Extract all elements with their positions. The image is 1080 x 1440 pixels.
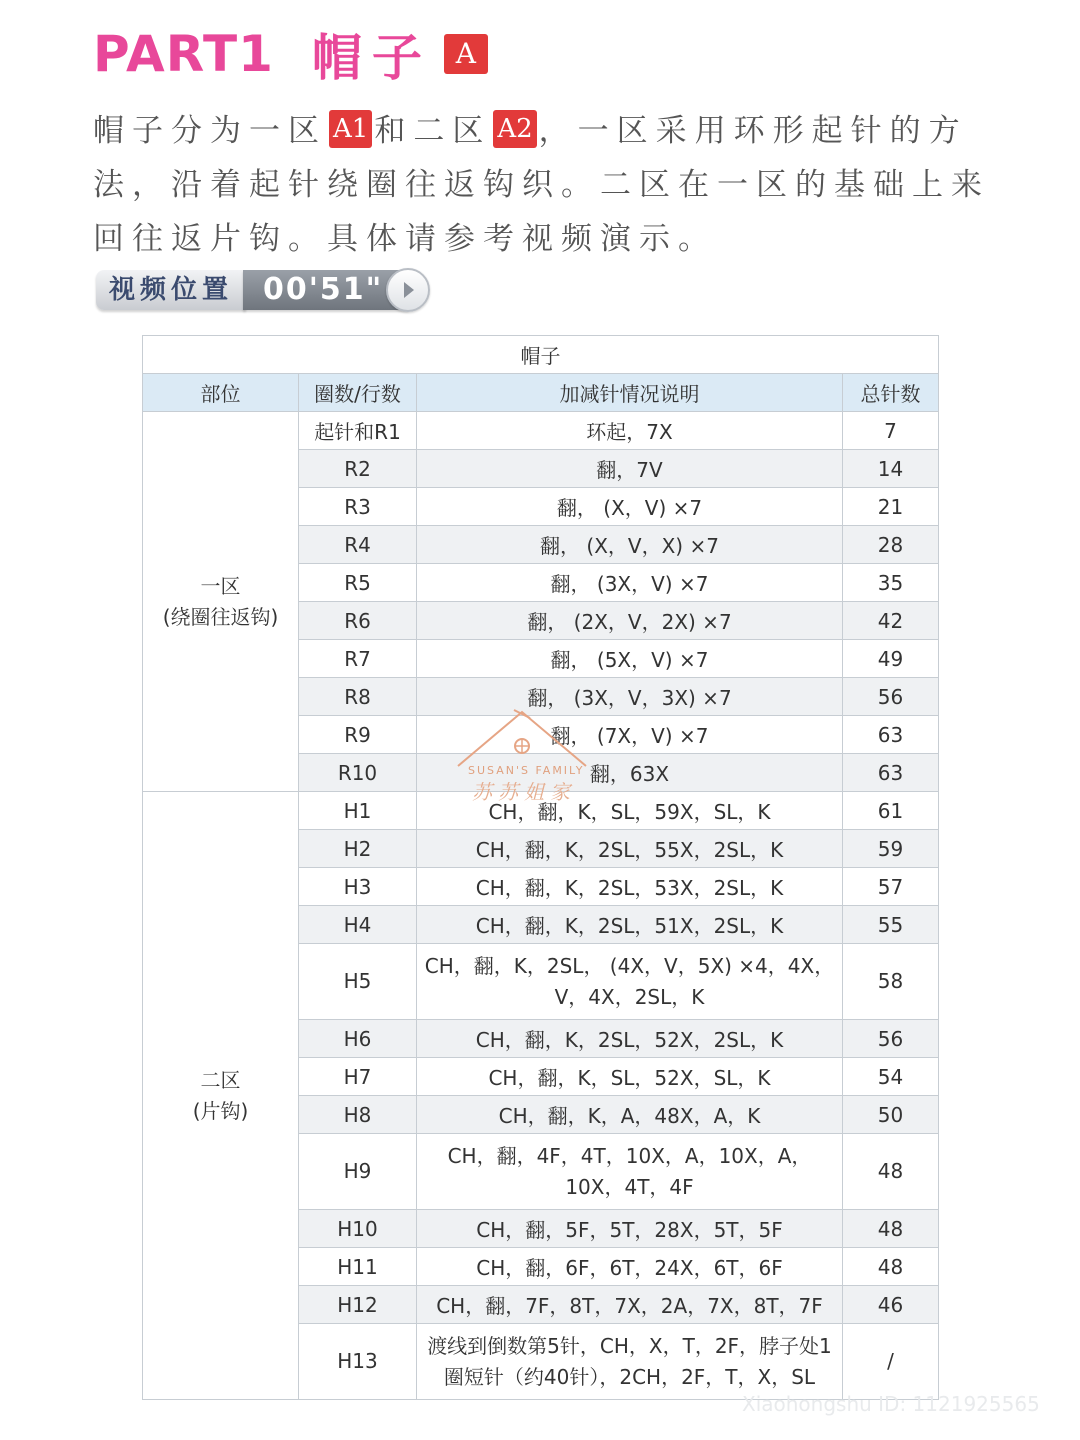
- section-2-cell: [143, 792, 299, 1400]
- row-label: R4: [299, 526, 417, 564]
- row-label: R2: [299, 450, 417, 488]
- row-label: R6: [299, 602, 417, 640]
- pattern-table: [142, 335, 939, 1400]
- row-instruction: 翻， (2X，V，2X) ×7: [417, 602, 843, 640]
- row-total: 50: [843, 1096, 939, 1134]
- row-total: 63: [843, 716, 939, 754]
- row-total: 42: [843, 602, 939, 640]
- row-label: H6: [299, 1020, 417, 1058]
- table-header-row: [143, 374, 939, 412]
- row-label: H9: [299, 1134, 417, 1210]
- title-badge: A: [444, 34, 488, 74]
- tag-a1: A1: [329, 110, 372, 148]
- tag-a2: A2: [493, 110, 536, 148]
- row-instruction: 翻， (7X，V) ×7: [417, 716, 843, 754]
- xiaohongshu-id: Xiaohongshu ID: 1121925565: [742, 1392, 1040, 1416]
- row-total: 59: [843, 830, 939, 868]
- row-total: 61: [843, 792, 939, 830]
- row-label: H5: [299, 944, 417, 1020]
- section-1-cell: [143, 412, 299, 792]
- row-instruction: CH，翻，5F，5T，28X，5T，5F: [417, 1210, 843, 1248]
- desc-text-2: 和二区: [374, 113, 492, 149]
- table-caption-row: [143, 336, 939, 374]
- row-label: H4: [299, 906, 417, 944]
- row-total: 56: [843, 1020, 939, 1058]
- row-instruction: 渡线到倒数第5针，CH，X，T，2F，脖子处1圈短针（约40针），2CH，2F，T，X，SL: [417, 1324, 843, 1400]
- header-instructions: 加减针情况说明: [417, 374, 843, 412]
- row-total: 21: [843, 488, 939, 526]
- row-instruction: 翻， (3X，V) ×7: [417, 564, 843, 602]
- row-instruction: 翻，63X: [417, 754, 843, 792]
- row-label: H3: [299, 868, 417, 906]
- row-label: H7: [299, 1058, 417, 1096]
- desc-text-1: 帽子分为一区: [93, 113, 327, 149]
- row-instruction: CH，翻，K，2SL，51X，2SL，K: [417, 906, 843, 944]
- row-instruction: 翻， (3X，V，3X) ×7: [417, 678, 843, 716]
- watermark-text-en: SUSAN'S FAMILY: [468, 764, 585, 777]
- row-instruction: CH，翻，K，SL，52X，SL，K: [417, 1058, 843, 1096]
- row-instruction: CH，翻，K，2SL， (4X，V，5X) ×4，4X，V，4X，2SL，K: [417, 944, 843, 1020]
- play-icon[interactable]: [386, 268, 430, 312]
- video-position-bar[interactable]: [96, 268, 426, 312]
- row-instruction: 翻， (X，V) ×7: [417, 488, 843, 526]
- row-label: H8: [299, 1096, 417, 1134]
- row-instruction: 翻， (5X，V) ×7: [417, 640, 843, 678]
- row-label: H11: [299, 1248, 417, 1286]
- row-label: R5: [299, 564, 417, 602]
- row-total: /: [843, 1324, 939, 1400]
- row-label: R9: [299, 716, 417, 754]
- row-instruction: 环起，7X: [417, 412, 843, 450]
- row-total: 63: [843, 754, 939, 792]
- table-row: [143, 792, 939, 830]
- row-total: 48: [843, 1248, 939, 1286]
- row-total: 57: [843, 868, 939, 906]
- row-instruction: CH，翻，K，A，48X，A，K: [417, 1096, 843, 1134]
- row-instruction: CH，翻，K，2SL，53X，2SL，K: [417, 868, 843, 906]
- header-section: 部位: [143, 374, 299, 412]
- row-total: 54: [843, 1058, 939, 1096]
- section-2-sub: (片钩): [192, 1098, 249, 1123]
- title-name: 帽子: [311, 29, 432, 87]
- row-label: R7: [299, 640, 417, 678]
- row-label: H12: [299, 1286, 417, 1324]
- row-total: 46: [843, 1286, 939, 1324]
- section-1-name: 一区: [200, 573, 241, 598]
- table-row: [143, 412, 939, 450]
- row-label: R10: [299, 754, 417, 792]
- row-instruction: CH，翻，K，SL，59X，SL，K: [417, 792, 843, 830]
- section-2-name: 二区: [200, 1067, 241, 1092]
- row-instruction: CH，翻，4F，4T，10X，A，10X，A，10X，4T，4F: [417, 1134, 843, 1210]
- row-instruction: CH，翻，K，2SL，55X，2SL，K: [417, 830, 843, 868]
- row-label: H1: [299, 792, 417, 830]
- desc-text-3: ，一区采用环形起针的方法，沿着起针绕圈往返钩织。二区在一区的基础上来回往返片钩。具体请参考视频演示。: [93, 113, 990, 257]
- row-instruction: 翻，7V: [417, 450, 843, 488]
- video-timestamp: 00'51": [243, 270, 408, 310]
- video-position-label: 视频位置: [96, 270, 246, 310]
- section-1-sub: (绕圈往返钩): [162, 604, 279, 629]
- row-total: 49: [843, 640, 939, 678]
- row-label: H10: [299, 1210, 417, 1248]
- row-instruction: CH，翻，K，2SL，52X，2SL，K: [417, 1020, 843, 1058]
- row-label: R3: [299, 488, 417, 526]
- row-total: 48: [843, 1134, 939, 1210]
- row-total: 56: [843, 678, 939, 716]
- row-total: 58: [843, 944, 939, 1020]
- table-caption: 帽子: [143, 336, 939, 374]
- row-total: 55: [843, 906, 939, 944]
- row-label: H13: [299, 1324, 417, 1400]
- header-rows: 圈数/行数: [299, 374, 417, 412]
- row-total: 7: [843, 412, 939, 450]
- watermark-text-cn: 苏苏姐家: [472, 780, 576, 804]
- row-total: 14: [843, 450, 939, 488]
- row-total: 35: [843, 564, 939, 602]
- row-total: 28: [843, 526, 939, 564]
- row-total: 48: [843, 1210, 939, 1248]
- row-label: R8: [299, 678, 417, 716]
- description: [93, 104, 993, 266]
- header-total: 总针数: [843, 374, 939, 412]
- title-part: PART1: [93, 25, 274, 83]
- row-instruction: CH，翻，7F，8T，7X，2A，7X，8T，7F: [417, 1286, 843, 1324]
- row-instruction: 翻， (X，V，X) ×7: [417, 526, 843, 564]
- page-title: [93, 22, 488, 86]
- row-label: H2: [299, 830, 417, 868]
- row-instruction: CH，翻，6F，6T，24X，6T，6F: [417, 1248, 843, 1286]
- row-label: 起针和R1: [299, 412, 417, 450]
